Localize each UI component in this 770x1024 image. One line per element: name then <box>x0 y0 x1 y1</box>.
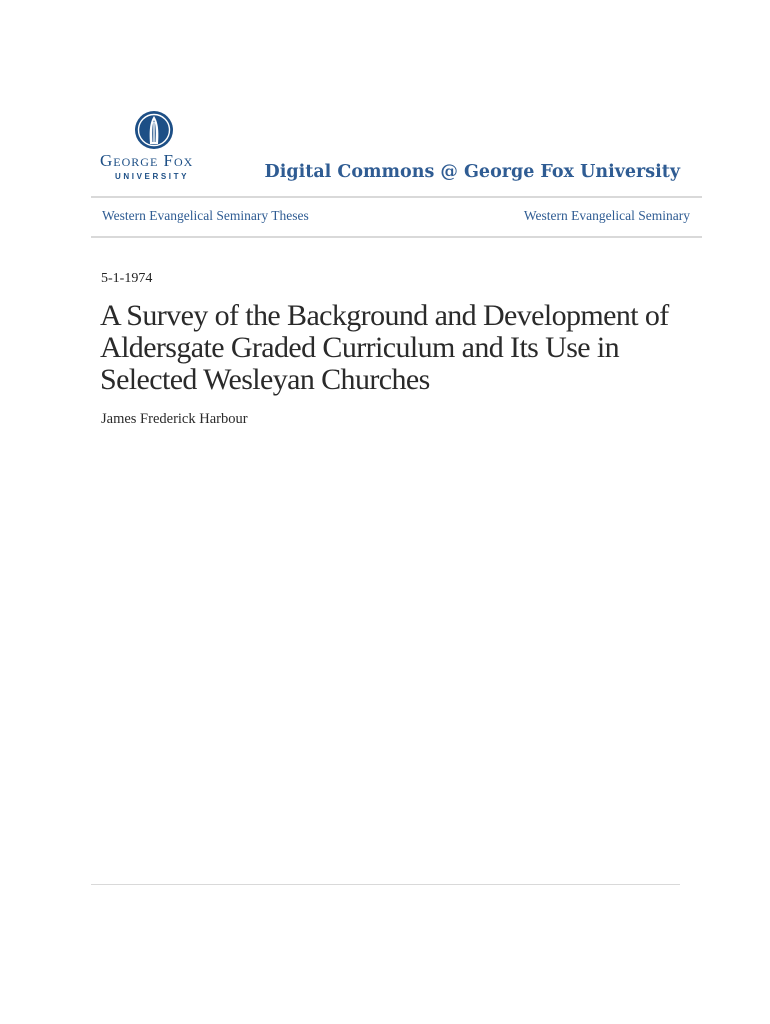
george-fox-university-logo[interactable] <box>100 110 210 182</box>
breadcrumb-parent-link[interactable]: Western Evangelical Seminary <box>523 208 690 223</box>
breadcrumb-collection-link[interactable]: Western Evangelical Seminary Theses <box>102 208 309 223</box>
header-divider <box>91 196 702 198</box>
site-title-link[interactable]: Digital Commons @ George Fox University <box>264 162 680 182</box>
logo-subtitle: UNIVERSITY <box>115 172 190 181</box>
university-seal-icon <box>134 110 174 150</box>
logo-name: George Fox <box>100 151 194 170</box>
breadcrumb-divider <box>91 236 702 238</box>
footer-divider <box>91 884 680 885</box>
publication-date: 5-1-1974 <box>101 271 153 286</box>
author-name: James Frederick Harbour <box>101 411 248 427</box>
document-title: A Survey of the Background and Development of Aldersgate Graded Curriculum and Its Use in Selected Wesleyan Churches <box>100 299 669 396</box>
